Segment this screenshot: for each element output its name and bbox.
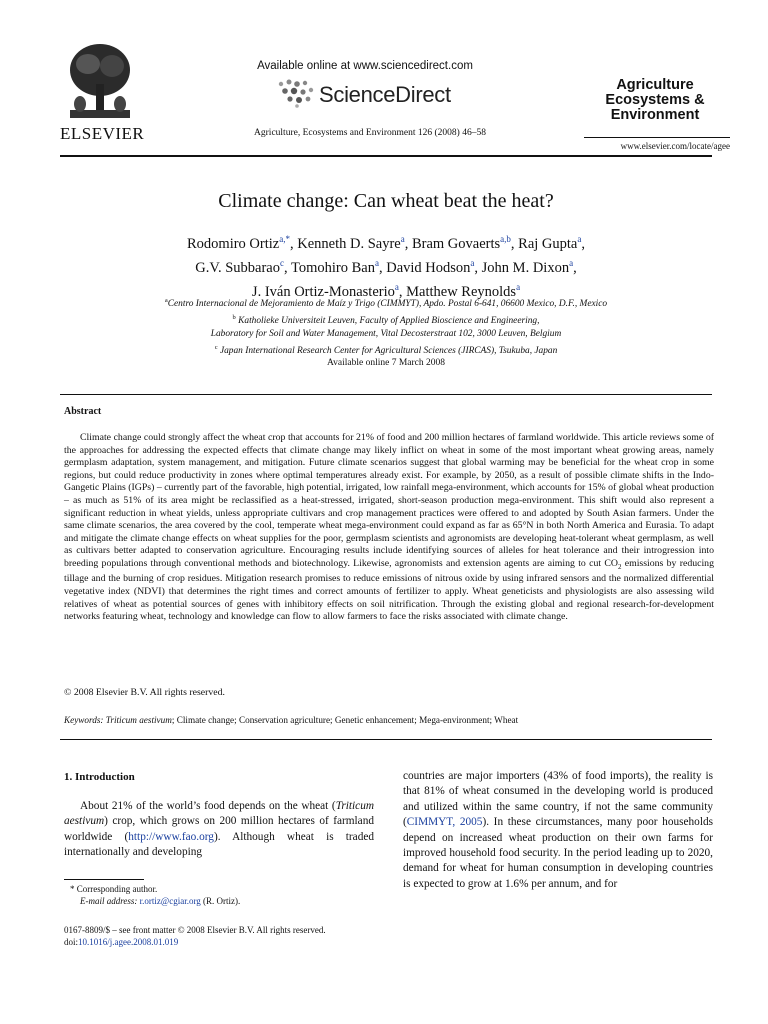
journal-citation: Agriculture, Ecosystems and Environment 126 (2008) 46–58 [254,128,486,138]
author-affil-link[interactable]: a [470,257,475,268]
intro-left-column [64,799,374,861]
publisher-name: ELSEVIER [60,124,145,143]
corresponding-author-note: * Corresponding author. [70,884,158,894]
author-line: Rodomiro Ortiz$^{a,*}$, Kenneth D. Sayre$^a$, Bram Govaerts$^{a,b}$, Raj Gupta$^a$, [187,234,585,252]
keywords-label: Keywords: [64,715,104,725]
keywords-line [64,715,714,725]
affiliation-item [80,341,692,358]
elsevier-logo [60,40,145,144]
abstract-paragraph: Climate change could strongly affect the wheat crop that accounts for 21% of food and 200 million hectares of farmland worldwide. This article reviews some of the approaches for addressing the expected effects that climate change may likely inflict on wheat in some of the most important wheat growing areas, namely germplasm adaptation, system management, and mitigation. Future climate scenarios suggest that global warming may be beneficial for the wheat crop in some regions, but could reduce productivity in zones where optimal temperatures already exist. For example, by 2050, as a result of possible climate shifts in the Indo-Gangetic Plains (IGPs) – currently part of the favorable, high potential, irrigated, low rainfall mega-environment, which accounts for 15% of global wheat production – as much as 51% of its area might be reclassified as a heat-stressed, irrigated, short-season production mega-environment. This shift would also represent a significant reduction in wheat yields, unless appropriate cultivars and crop management practices were offered to and adopted by South Asian farmers. Under the same climate scenarios, the area covered by the cool, temperate wheat mega-environment could expand as far as 65°N in both North America and Eurasia. To adapt and mitigate the climate change effects on wheat supplies for the poor, germplasm scientists and agronomists are developing heat-tolerant wheat germplasm, as well as cultivars better adapted to conservation agriculture. Encouraging results include identifying sources of alleles for heat tolerance and their introgression into breeding populations through conventional methods and biotechnology. Likewise, agronomists and extension agents are aiming to cut $CO_2$ emissions by reducing tillage and the burning of crop residues. Mitigation research promises to reduce emissions of nitrous oxide by using infrared sensors and the normalized differential vegetative index (NDVI) that determines the right times and correct amounts of fertilizer to apply. Wheat geneticists and physiologists are also assessing wild relatives of wheat as potential sources of genes with inhibitory effects on soil nitrification. Through the existing global and regional research-for-development networks featuring wheat, technology and knowledge can flow to allow farmers to face the risks associated with climate change. [64,432,714,623]
front-matter [64,924,384,948]
species-name: Triticum aestivum [64,800,374,828]
affiliation-item [80,328,692,341]
abstract-copyright: © 2008 Elsevier B.V. All rights reserved. [64,687,225,698]
author-affil-link[interactable]: a [394,281,399,292]
affiliation-text: Japan International Research Center for Agricultural Sciences (JIRCAS), Tsukuba, Japan [219,346,558,357]
author-affil-link[interactable]: c [280,257,284,268]
author-name: G.V. Subbarao [195,259,280,276]
author-name: Raj Gupta [518,235,578,252]
article-title: Climate change: Can wheat beat the heat? [218,190,554,212]
footnote-rule [64,879,144,880]
journal-brand-line: Ecosystems & [605,92,705,108]
abstract-bottom-rule [60,739,712,740]
intro-paragraph: About 21% of the world’s food depends on the wheat (Triticum aestivum) crop, which grows on 200 million hectares of farmland worldwide (http://www.fao.org). Although wheat is traded internationally and developing [64,800,375,859]
section-heading-introduction: 1. Introduction [64,771,135,783]
author-affil-link[interactable]: a [374,257,379,268]
author-list [80,230,692,301]
keyword-italic: Triticum aestivum [105,715,172,725]
front-matter-line: 0167-8809/$ – see front matter © 2008 Elsevier B.V. All rights reserved. [64,925,326,935]
author-affil-link[interactable]: a [577,234,582,244]
affiliation-marker: c [214,344,218,352]
author-name: David Hodson [386,259,471,276]
sciencedirect-wordmark: ScienceDirect [319,82,451,107]
sciencedirect-logo[interactable] [275,78,465,114]
sciencedirect-dots-icon [275,78,321,108]
fao-link[interactable]: http://www.fao.org [128,830,214,843]
affiliation-text: Laboratory for Soil and Water Management, Vital Decosterstraat 102, 3000 Leuven, Belgium [210,329,562,340]
cimmyt-citation-link[interactable]: CIMMYT, 2005 [406,816,483,829]
author-affil-link[interactable]: a [516,281,521,292]
available-online-line: Available online at www.sciencedirect.com [257,60,473,72]
abstract-body [64,432,714,624]
journal-brand [588,78,722,123]
author-name: Bram Govaerts [411,235,501,252]
co2-subscript: 2 [617,562,622,571]
author-name: Tomohiro Ban [291,259,375,276]
author-name: Matthew Reynolds [406,283,517,300]
intro-paragraph-continued: countries are major importers (43% of food imports), the reality is that 81% of wheat consumed in the developing world is produced and utilized within the same country, if not the same community (CIMMYT, 2005). In these circumstances, many poor households depend on increased wheat production on their own farms for improved household food security. In the period leading up to 2020, demand for wheat for human consumption in developing countries is expected to grow at 1.6% per annum, and for [403,770,714,890]
author-name: J. Iván Ortiz-Monasterio [251,283,395,300]
doi-link[interactable]: 10.1016/j.agee.2008.01.019 [78,937,179,947]
author-line: G.V. Subbarao$^c$, Tomohiro Ban$^a$, David Hodson$^a$, John M. Dixon$^a$, [195,257,577,276]
doi-line: doi:10.1016/j.agee.2008.01.019 [64,937,179,947]
header-rule [60,155,712,157]
affiliations [80,294,692,358]
abstract-top-rule [60,394,712,395]
available-date: Available online 7 March 2008 [326,358,445,368]
email-link[interactable]: r.ortiz@cgiar.org [139,896,201,906]
author-line: J. Iván Ortiz-Monasterio$^a$, Matthew Reynolds$^a$ [251,281,521,300]
author-name: John M. Dixon [481,259,570,276]
affiliation-marker: b [232,314,236,322]
author-affil-link[interactable]: a [569,257,574,268]
journal-brand-rule [584,137,730,138]
journal-url-link[interactable]: www.elsevier.com/locate/agee [620,141,730,151]
affiliation-marker: a [164,297,168,304]
intro-right-column [403,769,713,892]
affiliation-text: Centro Internacional de Mejoramiento de Maíz y Trigo (CIMMYT), Apdo. Postal 6-641, 06600 Mexico, D.F., Mexico [167,299,608,310]
affiliation-item [80,294,692,311]
email-line: E-mail address: r.ortiz@cgiar.org (R. Ortiz). [80,896,241,906]
footnote [64,883,374,907]
affiliation-item [80,311,692,328]
author-affil-link[interactable]: a,* [279,234,290,244]
abstract-heading: Abstract [64,406,102,417]
journal-brand-line: Environment [610,107,700,123]
email-label: E-mail address: [80,896,138,906]
author-name: Kenneth D. Sayre [297,235,401,252]
elsevier-tree-icon [66,40,134,122]
journal-brand-line: Agriculture [616,77,694,93]
author-name: Rodomiro Ortiz [187,235,280,252]
author-affil-link[interactable]: a,b [500,234,511,244]
keywords-rest: ; Climate change; Conservation agriculture; Genetic enhancement; Mega-environment; Wheat [171,715,519,725]
affiliation-text: Katholieke Universiteit Leuven, Faculty of Applied Bioscience and Engineering, [238,316,540,327]
author-affil-link[interactable]: a [400,234,405,244]
